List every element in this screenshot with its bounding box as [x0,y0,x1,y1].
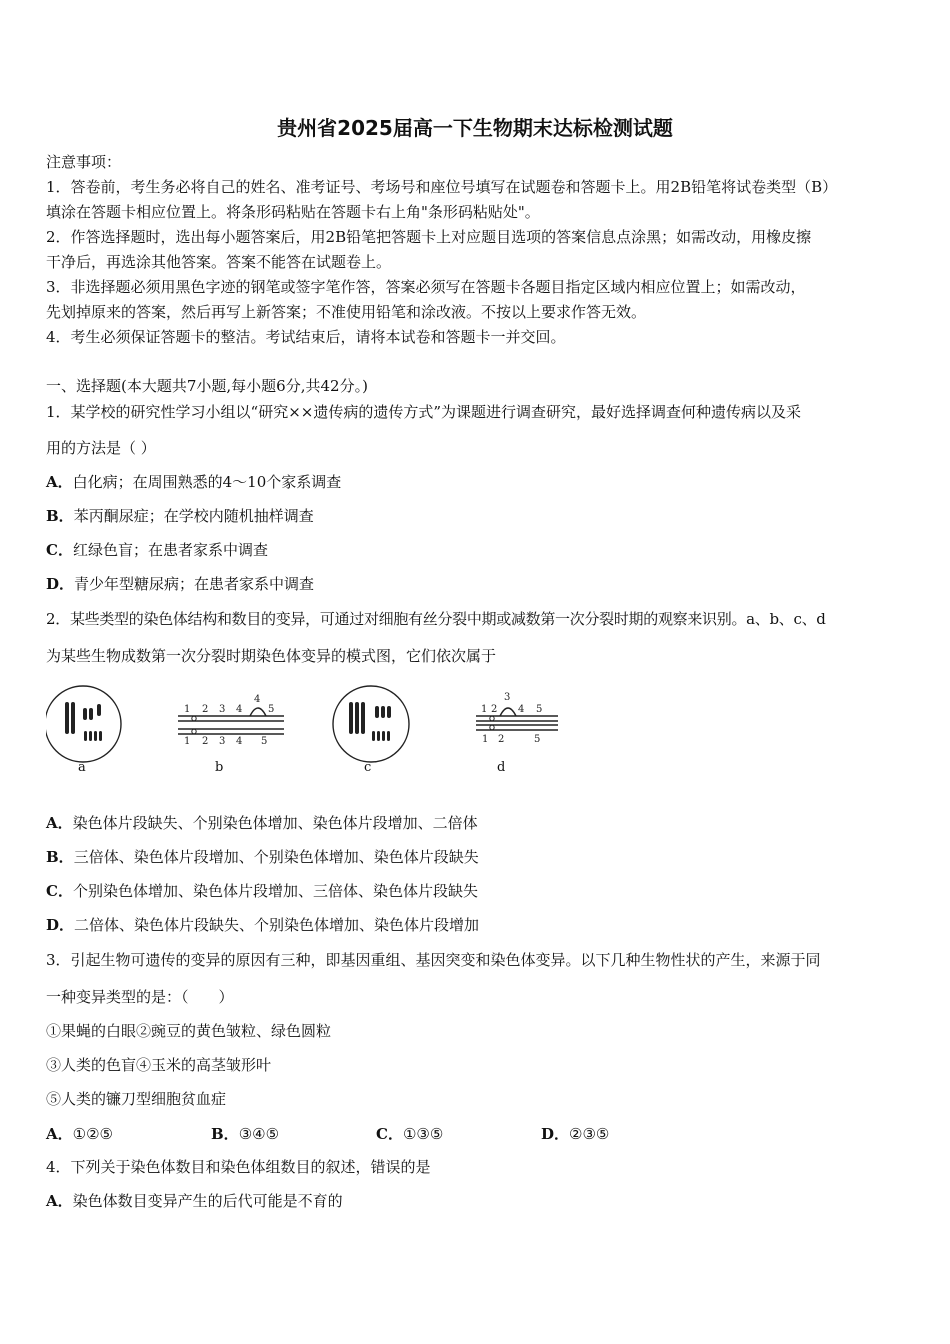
q1-option-d: D．青少年型糖尿病；在患者家系中调查 [46,575,315,593]
b-bottom-4: 4 [236,736,243,747]
q3-item: ⑤人类的镰刀型细胞贫血症 [46,1090,227,1108]
q4-stem: 4．下列关于染色体数目和染色体组数目的叙述，错误的是 [46,1158,431,1176]
q3-stem: 一种变异类型的是：（ ） [46,988,234,1006]
notice-heading: 注意事项： [46,153,122,171]
q3-item: ①果蝇的白眼②豌豆的黄色皱粒、绿色圆粒 [46,1022,332,1040]
notice-line: 先划掉原来的答案，然后再写上新答案；不准使用铅笔和涂改液。不按以上要求作答无效。 [46,303,647,321]
diagram-a [46,686,121,762]
b-top-5: 5 [268,704,275,715]
diagram-d [476,692,558,745]
q1-option-a: A．白化病；在周围熟悉的4～10个家系调查 [46,473,342,491]
d-top-5: 5 [536,704,543,715]
q3-option-c: C．①③⑤ [376,1125,444,1143]
caption-d: d [497,760,506,775]
d-top-2: 2 [491,704,498,715]
b-top-1: 1 [184,704,191,715]
caption-b: b [215,760,224,775]
q3-option-b: B．③④⑤ [211,1125,280,1143]
d-top-3: 3 [504,692,511,703]
d-bottom-5: 5 [534,734,541,745]
q3-item: ③人类的色盲④玉米的高茎皱形叶 [46,1056,272,1074]
q1-option-b: B．苯丙酮尿症；在学校内随机抽样调查 [46,507,314,525]
diagram-b [178,694,284,747]
notice-line: 3．非选择题必须用黑色字迹的钢笔或签字笔作答，答案必须写在答题卡各题目指定区域内相应位置上；如需改动， [46,278,806,296]
q1-stem: 用的方法是（ ） [46,439,156,457]
q1-stem: 1．某学校的研究性学习小组以“研究××遗传病的遗传方式”为课题进行调查研究，最好选择调查何种遗传病以及采 [46,403,802,421]
q4-option-a: A．染色体数目变异产生的后代可能是不育的 [46,1192,343,1210]
d-bottom-1: 1 [482,734,489,745]
caption-c: c [364,760,372,775]
q2-option-d: D．二倍体、染色体片段缺失、个别染色体增加、染色体片段增加 [46,916,480,934]
q3-stem: 3．引起生物可遗传的变异的原因有三种，即基因重组、基因突变和染色体变异。以下几种生物性状的产生，来源于同 [46,951,821,969]
b-top-3: 3 [219,704,226,715]
notice-line: 1．答卷前，考生务必将自己的姓名、准考证号、考场号和座位号填写在试题卷和答题卡上。用2B铅笔将试卷类型（B） [46,178,838,196]
notice-line: 4．考生必须保证答题卡的整洁。考试结束后，请将本试卷和答题卡一并交回。 [46,328,566,346]
diagram-c [333,686,409,762]
q3-option-a: A．①②⑤ [46,1125,113,1143]
chromosome-figure [46,684,586,784]
b-top-2: 2 [202,704,209,715]
q2-option-b: B．三倍体、染色体片段增加、个别染色体增加、染色体片段缺失 [46,848,479,866]
q2-stem: 为某些生物成数第一次分裂时期染色体变异的模式图，它们依次属于 [46,647,497,665]
caption-a: a [78,760,86,775]
d-bottom-2: 2 [498,734,505,745]
notice-line: 干净后，再选涂其他答案。答案不能答在试题卷上。 [46,253,392,271]
notice-line: 2．作答选择题时，选出每小题答案后，用2B铅笔把答题卡上对应题目选项的答案信息点涂黑；如需改动，用橡皮擦 [46,228,812,246]
q2-stem: 2．某些类型的染色体结构和数目的变异，可通过对细胞有丝分裂中期或减数第一次分裂时期的观察来识别。a、b、c、d [46,610,826,628]
b-top-4: 4 [236,704,243,715]
b-bottom-3: 3 [219,736,226,747]
q1-option-c: C．红绿色盲；在患者家系中调查 [46,541,268,559]
q2-option-c: C．个别染色体增加、染色体片段增加、三倍体、染色体片段缺失 [46,882,478,900]
b-bottom-2: 2 [202,736,209,747]
d-top-4: 4 [518,704,525,715]
d-top-1: 1 [481,704,488,715]
b-bottom-5: 5 [261,736,268,747]
b-top-4-loop: 4 [254,694,261,705]
page-title: 贵州省2025届高一下生物期末达标检测试题 [277,116,673,140]
q2-option-a: A．染色体片段缺失、个别染色体增加、染色体片段增加、二倍体 [46,814,478,832]
section-heading: 一、选择题(本大题共7小题,每小题6分,共42分。) [46,377,368,395]
b-bottom-1: 1 [184,736,191,747]
notice-line: 填涂在答题卡相应位置上。将条形码粘贴在答题卡右上角"条形码粘贴处"。 [46,203,540,221]
q3-option-d: D．②③⑤ [541,1125,610,1143]
